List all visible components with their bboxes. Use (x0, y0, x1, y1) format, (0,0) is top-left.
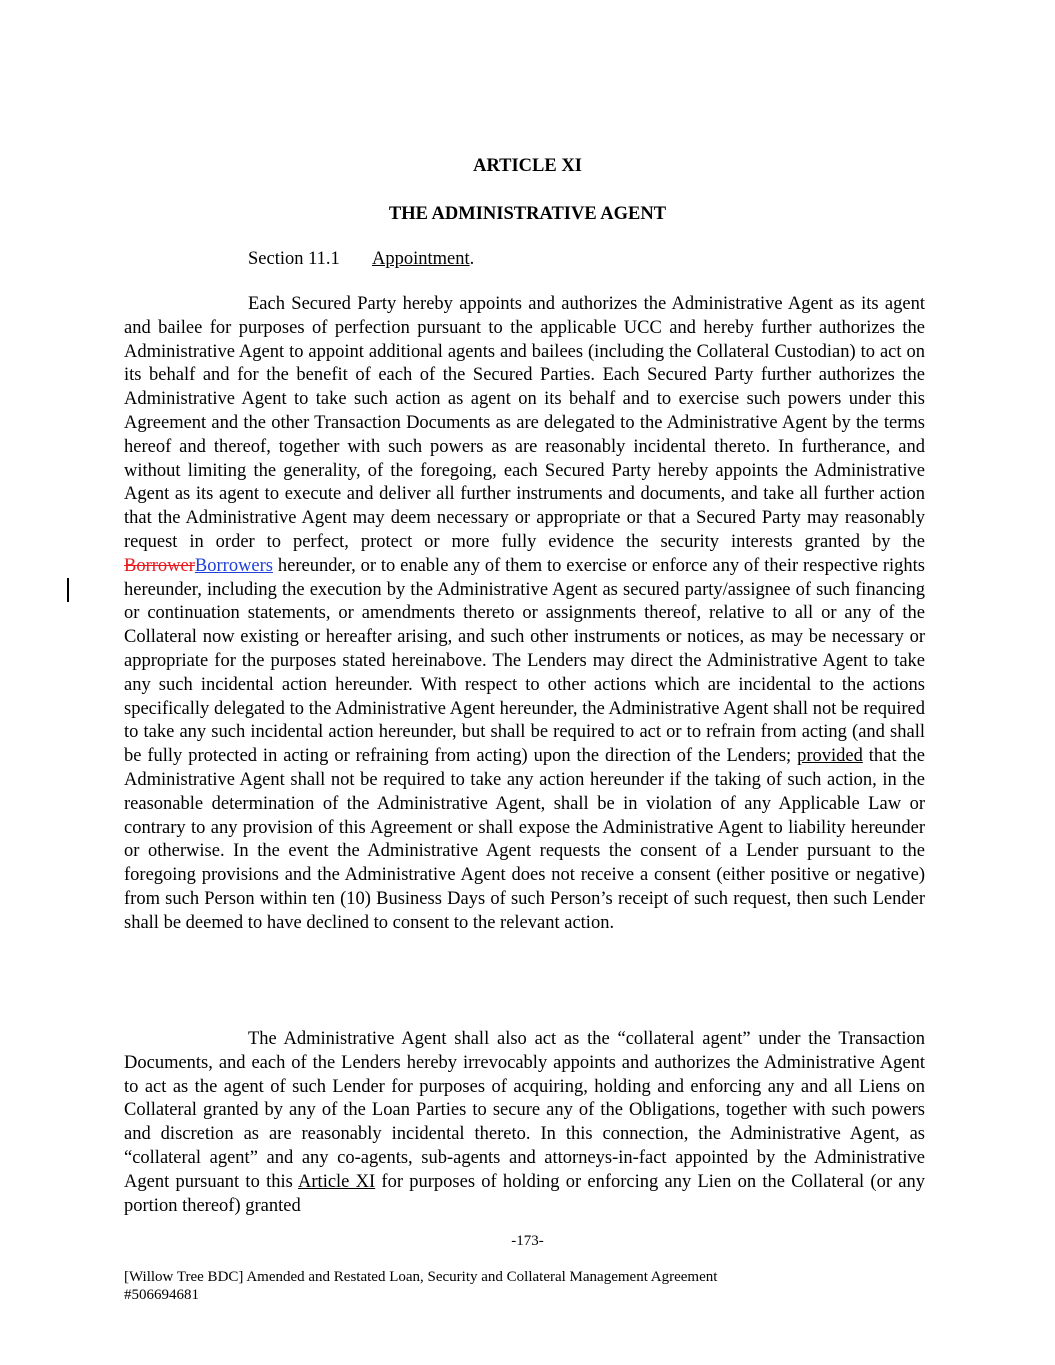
section-heading (248, 249, 474, 270)
provided-term: provided (797, 746, 863, 767)
inserted-text: Borrowers (194, 555, 273, 576)
article-heading: ARTICLE XI (473, 156, 582, 176)
deleted-text: Borrower (124, 555, 195, 576)
section-title-suffix: . (469, 249, 475, 269)
paragraph-appointment (124, 293, 925, 936)
paragraph2-text-a: The Administrative Agent shall also act as the “collateral agent” under the Transaction Documents, and each of the Lenders hereby irrevocably appoints and authorizes the Administrative Agent to act as the agent of such Lender for purposes of acquiring, holding and enforcing any and all Liens on Collateral granted by any of the Loan Parties to secure any of the Obligations, together with such powers and discretion as are reasonably incidental thereto. In this connection, the Administrative Agent, as “collateral agent” and any co-agents, sub-agents and attorneys-in-fact appointed by the Administrative Agent pursuant to this (124, 1029, 925, 1192)
page-number: -173- (511, 1233, 544, 1249)
paragraph-collateral-agent (124, 1028, 925, 1218)
footer-title: [Willow Tree BDC] Amended and Restated Loan, Security and Collateral Management Agreement (124, 1269, 718, 1285)
section-title: Appointment (372, 249, 470, 269)
change-bar (67, 578, 69, 602)
article-title: THE ADMINISTRATIVE AGENT (388, 204, 667, 224)
paragraph1-text-a: Each Secured Party hereby appoints and authorizes the Administrative Agent as its agent and bailee for purposes of perfection pursuant to the applicable UCC and hereby further authorizes the Administrative Agent to appoint additional agents and bailees (including the Collateral Custodian) to act on its behalf and for the benefit of each of the Secured Parties. Each Secured Party further authorizes the Administrative Agent to take such action as agent on its behalf and to exercise such powers under this Agreement and the other Transaction Documents as are delegated to the Administrative Agent by the terms hereof and thereof, together with such powers as are reasonably incidental thereto. In furtherance, and without limiting the generality, of the foregoing, each Secured Party hereby appoints the Administrative Agent as its agent to execute and deliver all further instruments and documents, and take all further action that the Administrative Agent may deem necessary or appropriate or that a Secured Party may reasonably request in order to perfect, protect or more fully evidence the security interests granted by the (124, 294, 925, 552)
paragraph1-text-c: that the Administrative Agent shall not be required to take any action hereunder if the taking of such action, in the reasonable determination of the Administrative Agent, shall be in violation of any Applicable Law or contrary to any provision of this Agreement or shall expose the Administrative Agent to liability hereunder or otherwise. In the event the Administrative Agent requests the consent of a Lender pursuant to the foregoing provisions and the Administrative Agent does not receive a consent (either positive or negative) from such Person within ten (10) Business Days of such Person’s receipt of such request, then such Lender shall be deemed to have declined to consent to the relevant action. (124, 746, 926, 933)
document-footer (124, 1268, 717, 1304)
article-reference: Article XI (298, 1171, 376, 1192)
paragraph1-text-b: hereunder, or to enable any of them to exercise or enforce any of their respective rights hereunder, including the execution by the Administrative Agent as secured party/assignee of such financing or continuation statements, or amendments thereto or assignments thereof, relative to all or any of the Collateral now existing or hereafter arising, and such other instruments or notices, as may be necessary or appropriate for the purposes stated hereinabove. The Lenders may direct the Administrative Agent to take any such incidental action hereunder. With respect to other actions which are incidental to the actions specifically delegated to the Administrative Agent hereunder, the Administrative Agent shall not be required to take any such incidental action hereunder, but shall be required to act or to refrain from acting (and shall be fully protected in acting or refraining from acting) upon the direction of the Lenders; (124, 555, 925, 767)
footer-doc-id: #506694681 (124, 1287, 199, 1303)
paragraph2-text-b: for purposes of holding or enforcing any Lien on the Collateral (or any portion thereof) granted (124, 1171, 925, 1216)
section-number: Section 11.1 (248, 249, 340, 269)
